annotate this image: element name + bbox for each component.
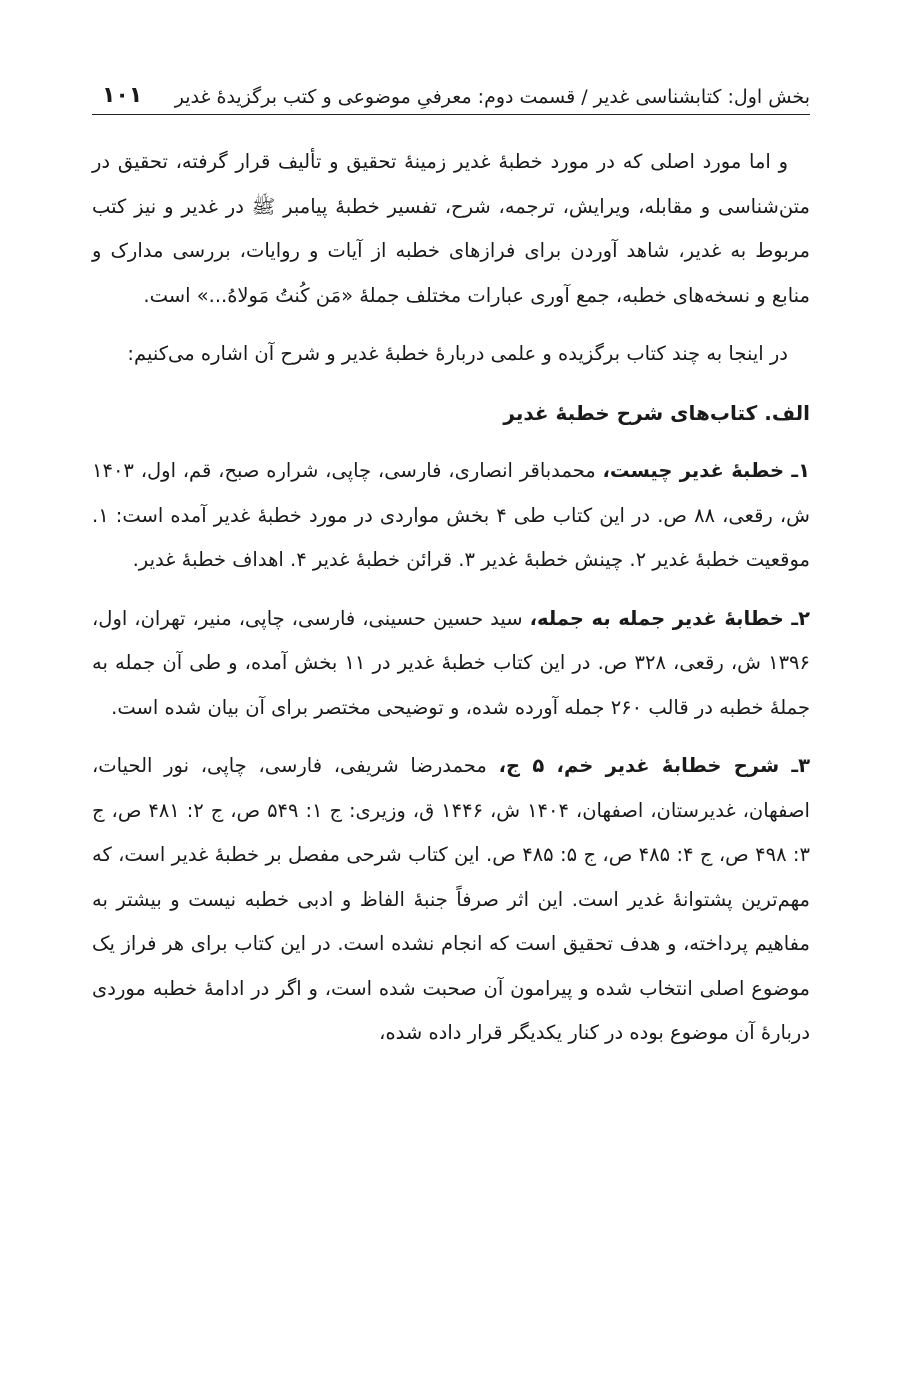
book-entry-title: ۳ـ شرح خطابۀ غدیر خم، ۵ ج،	[498, 754, 810, 777]
book-entry-1	[92, 449, 810, 583]
book-entry-title: ۲ـ خطابۀ غدیر جمله به جمله،	[529, 606, 811, 630]
running-title: بخش اول: کتابشناسی غدیر / قسمت دوم: معرفیِ موضوعی و کتب برگزیدۀ غدیر	[174, 86, 810, 108]
book-entry-text: سید حسین حسینی، فارسی، چاپی، منیر، تهران، اول، ۱۳۹۶ ش، رقعی، ۳۲۸ ص. در این کتاب خطبۀ غدیر در ۱۱ بخش آمده، و طی آن جمله به جملۀ خطبه در قالب ۲۶۰ جمله آورده شده، و توضیحی مختصر برای آن بیان شده است.	[92, 606, 810, 719]
intro-paragraph-2: در اینجا به چند کتاب برگزیده و علمی دربارۀ خطبۀ غدیر و شرح آن اشاره می‌کنیم:	[127, 342, 788, 365]
book-entry-text: محمدباقر انصاری، فارسی، چاپی، شراره صبح، قم، اول، ۱۴۰۳ ش، رقعی، ۸۸ ص. در این کتاب طی ۴ بخش مواردی در مورد خطبۀ غدیر آمده است: ۱. موقعیت خطبۀ غدیر ۲. چینش خطبۀ غدیر ۳. قرائن خطبۀ غدیر ۴. اهداف خطبۀ غدیر.	[92, 459, 810, 571]
book-entry-2	[92, 597, 810, 731]
section-heading: الف. کتاب‌های شرح خطبۀ غدیر	[503, 400, 810, 425]
book-entry-3	[92, 744, 810, 1056]
book-entry-text: محمدرضا شریفی، فارسی، چاپی، نور الحیات، اصفهان، غدیرستان، اصفهان، ۱۴۰۴ ش، ۱۴۴۶ ق، وزیری: ج ۱: ۵۴۹ ص، ج ۲: ۴۸۱ ص، ج ۳: ۴۹۸ ص، ج ۴: ۴۸۵ ص، ج ۵: ۴۸۵ ص. این کتاب شرحی مفصل بر خطبۀ غدیر است، که مهم‌ترین پشتوانۀ غدیر است. این اثر صرفاً جنبۀ الفاظ و ادبی خطبه نیست و بیشتر به مفاهیم پرداخته، و هدف تحقیق است که انجام نشده است. در این کتاب برای هر فراز یک موضوع اصلی انتخاب شده و پیرامون آن صحبت شده است، و اگر در ادامۀ خطبه موردی دربارۀ آن موضوع بوده در کنار یکدیگر قرار داده شده،	[92, 754, 810, 1044]
page-number: ۱۰۱	[102, 83, 143, 108]
running-header	[92, 72, 810, 115]
page-body	[92, 140, 810, 1070]
book-entry-title: ۱ـ خطبۀ غدیر چیست،	[602, 459, 810, 482]
intro-paragraph: و اما مورد اصلی که در مورد خطبۀ غدیر زمینۀ تحقیق و تألیف قرار گرفته، تحقیق در متن‌شناسی و مقابله، ویرایش، ترجمه، شرح، تفسیر خطبۀ پیامبر ﷺ در غدیر و نیز کتب مربوط به غدیر، شاهد آوردن برای فرازهای خطبه از آیات و روایات، بررسی مدارک و منابع و نسخه‌های خطبه، جمع آوری عبارات مختلف جملۀ «مَن کُنتُ مَولاهُ...» است.	[92, 150, 810, 307]
